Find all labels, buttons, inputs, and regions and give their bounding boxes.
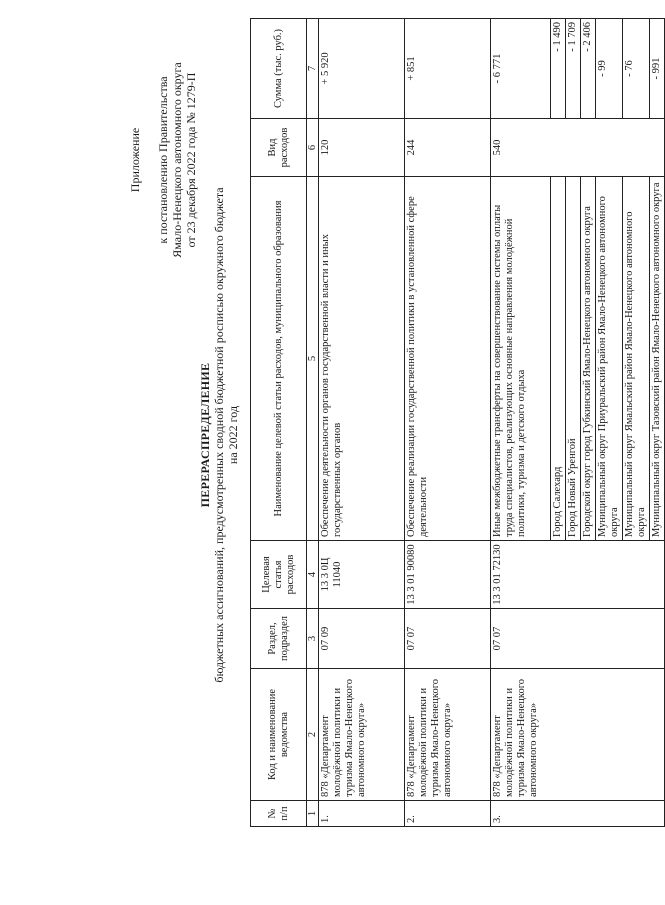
subrow-sum: - 76 [623, 19, 650, 119]
row-sum: + 851 [405, 19, 491, 119]
document-subtitle-2: на 2022 год [226, 405, 240, 465]
appendix-line-1: к постановлению Правительства [156, 76, 170, 244]
row-kind: 244 [405, 119, 491, 177]
row-name: Обеспечение деятельности органов государственной власти и иных государственных органов [319, 177, 405, 541]
row-section: 07 09 [319, 609, 405, 669]
header-target: Целевая статья расходов [251, 541, 307, 609]
row-dept: 878 «Департамент молодёжной политики и туризма Ямало-Ненецкого автономного округа» [319, 669, 405, 801]
subrow-name: Муниципальный округ Приуральский район Ямало-Ненецкого автономного округа [596, 177, 623, 541]
row-dept: 878 «Департамент молодёжной политики и туризма Ямало-Ненецкого автономного округа» [405, 669, 491, 801]
row-sum: - 6 771 [491, 19, 551, 119]
appendix-line-3: от 23 декабря 2022 года № 1279-П [184, 72, 198, 248]
appendix-header [128, 15, 198, 305]
subrow-name: Муниципальный округ Ямальский район Ямало-Ненецкого автономного округа [623, 177, 650, 541]
colnum: 1 [307, 801, 319, 827]
column-number-row [307, 19, 319, 827]
row-name: Обеспечение реализации государственной политики в установленной сфере деятельности [405, 177, 491, 541]
header-dept: Код и наименование ведомства [251, 669, 307, 801]
table-row [405, 19, 491, 827]
subrow-name: Город Салехард [551, 177, 566, 541]
subrow-sum: - 99 [596, 19, 623, 119]
colnum: 4 [307, 541, 319, 609]
subrow-name: Городской округ город Губкинский Ямало-Ненецкого автономного округа [581, 177, 596, 541]
header-name: Наименование целевой статьи расходов, муниципального образования [251, 177, 307, 541]
row-sum: + 5 920 [319, 19, 405, 119]
row-name: Иные межбюджетные трансферты на совершенствование системы оплаты труда специалистов, реализующих основные направления молодёжной политики, туризма и детского отдыха [491, 177, 551, 541]
colnum: 7 [307, 19, 319, 119]
row-target: 13 3 01 90080 [405, 541, 491, 609]
subrow-name: Муниципальный округ Тазовский район Ямало-Ненецкого автономного округа [650, 177, 665, 541]
subrow-sum: - 1 490 [551, 19, 566, 119]
subrow-sum: - 991 [650, 19, 665, 119]
subrow-sum: - 2 406 [581, 19, 596, 119]
colnum: 5 [307, 177, 319, 541]
document-title-block [198, 85, 240, 785]
subrow-name: Город Новый Уренгой [566, 177, 581, 541]
header-section: Раздел, подраздел [251, 609, 307, 669]
appendix-line-2: Ямало-Ненецкого автономного округа [170, 62, 184, 258]
document-title: ПЕРЕРАСПРЕДЕЛЕНИЕ [198, 362, 212, 508]
document-subtitle-1: бюджетных ассигнований, предусмотренных сводной бюджетной росписью окружного бюджета [212, 187, 226, 683]
colnum: 3 [307, 609, 319, 669]
row-num: 2. [405, 801, 491, 827]
redistribution-table [250, 18, 665, 827]
table-header-row [251, 19, 307, 827]
table-row [491, 19, 551, 827]
subrow-sum: - 1 709 [566, 19, 581, 119]
header-kind: Вид расходов [251, 119, 307, 177]
header-num: № п/п [251, 801, 307, 827]
row-section: 07 07 [405, 609, 491, 669]
row-num: 1. [319, 801, 405, 827]
header-sum: Сумма (тыс. руб.) [251, 19, 307, 119]
row-target: 13 3 01 72130 [491, 541, 665, 609]
row-num: 3. [491, 801, 665, 827]
table-row [319, 19, 405, 827]
row-target: 13 3 0Ц 11040 [319, 541, 405, 609]
colnum: 2 [307, 669, 319, 801]
row-kind: 120 [319, 119, 405, 177]
row-section: 07 07 [491, 609, 665, 669]
row-kind: 540 [491, 119, 665, 177]
row-dept: 878 «Департамент молодёжной политики и туризма Ямало-Ненецкого автономного округа» [491, 669, 665, 801]
colnum: 6 [307, 119, 319, 177]
appendix-label: Приложение [128, 127, 142, 193]
